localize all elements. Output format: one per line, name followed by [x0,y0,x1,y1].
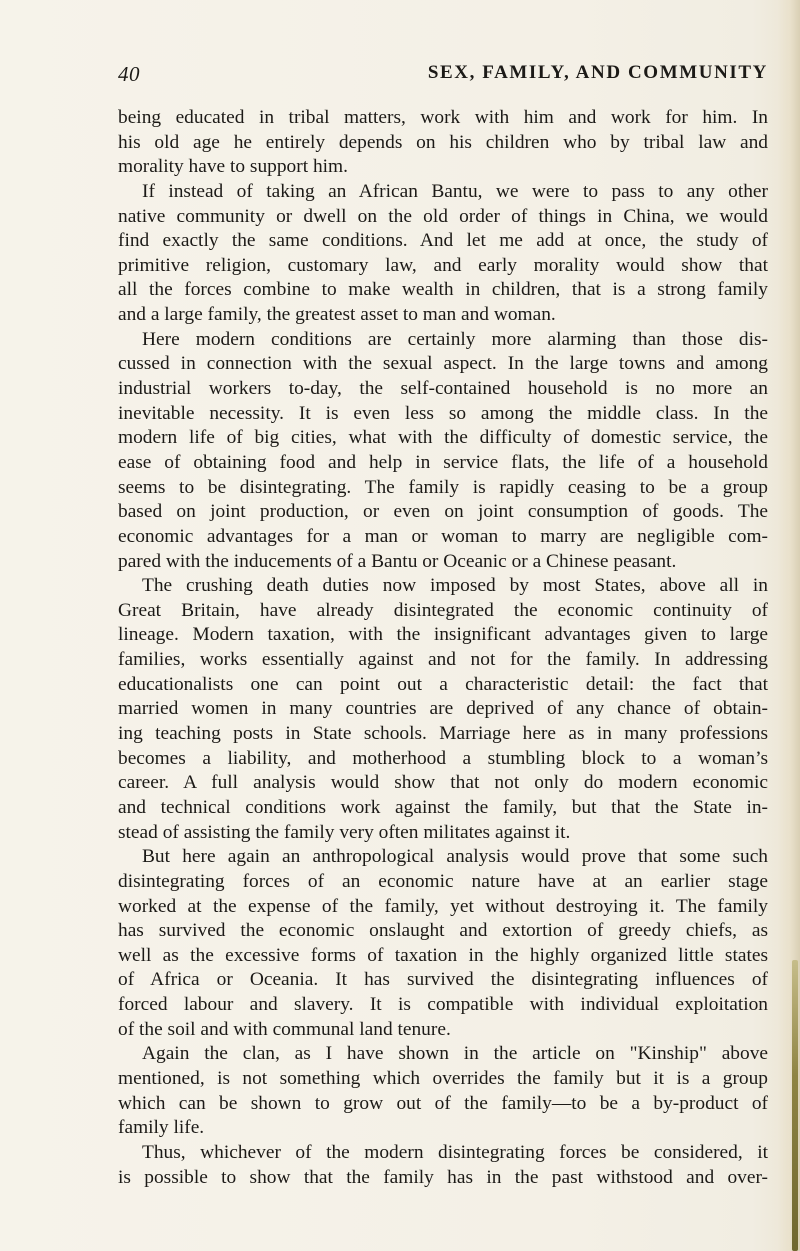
text-line: which can be shown to grow out of the family—to be a by-product of [118,1092,768,1114]
body-text [118,106,768,1190]
text-line: morality have to support him. [118,156,348,178]
page-header [118,62,768,96]
text-line: career. A full analysis would show that not only do modern economic [118,772,768,794]
text-line: ease of obtaining food and help in service flats, the life of a household [118,451,768,473]
page-edge-mark [792,960,798,1251]
text-line: Again the clan, as I have shown in the article on "Kinship" above [142,1043,768,1065]
text-line: all the forces combine to make wealth in children, that is a strong family [118,279,768,301]
text-line: modern life of big cities, what with the difficulty of domestic service, the [118,427,768,449]
text-line: stead of assisting the family very often militates against it. [118,821,571,843]
text-line: well as the excessive forms of taxation in the highly organized little states [118,944,768,966]
text-line: Here modern conditions are certainly more alarming than those dis- [142,328,768,350]
text-line: family life. [118,1117,205,1139]
text-line: married women in many countries are deprived of any chance of obtain- [118,698,768,720]
page-number: 40 [118,62,140,86]
text-line: becomes a liability, and motherhood a stumbling block to a woman’s [118,747,768,769]
text-line: economic advantages for a man or woman to marry are negligible com- [118,525,768,547]
text-line: his old age he entirely depends on his children who by tribal law and [118,131,768,153]
text-line: inevitable necessity. It is even less so among the middle class. In the [118,402,768,424]
text-line: cussed in connection with the sexual aspect. In the large towns and among [118,353,768,375]
text-line: ing teaching posts in State schools. Marriage here as in many professions [118,723,768,745]
text-line: lineage. Modern taxation, with the insignificant advantages given to large [118,624,768,646]
text-line: is possible to show that the family has in the past withstood and over- [118,1166,768,1188]
text-line: has survived the economic onslaught and extortion of greedy chiefs, as [118,920,768,942]
text-line: seems to be disintegrating. The family is rapidly ceasing to be a group [118,476,768,498]
text-line: of the soil and with communal land tenure. [118,1018,451,1040]
text-line: families, works essentially against and not for the family. In addressing [118,649,768,671]
text-line: disintegrating forces of an economic nature have at an earlier stage [118,870,768,892]
text-line: industrial workers to-day, the self-contained household is no more an [118,378,768,400]
text-line: primitive religion, customary law, and early morality would show that [118,254,768,276]
text-line: The crushing death duties now imposed by most States, above all in [142,575,768,597]
text-line: educationalists one can point out a characteristic detail: the fact that [118,673,768,695]
text-line: and a large family, the greatest asset to man and woman. [118,304,556,326]
text-line: and technical conditions work against the family, but that the State in- [118,796,768,818]
text-line: worked at the expense of the family, yet without destroying it. The family [118,895,768,917]
text-line: mentioned, is not something which overrides the family but it is a group [118,1067,768,1089]
text-line: Great Britain, have already disintegrated the economic continuity of [118,599,768,621]
text-line: being educated in tribal matters, work with him and work for him. In [118,107,768,128]
text-line: native community or dwell on the old order of things in China, we would [118,205,768,227]
text-line: If instead of taking an African Bantu, we were to pass to any other [142,180,768,202]
text-line: find exactly the same conditions. And let me add at once, the study of [118,230,768,252]
text-line: pared with the inducements of a Bantu or Oceanic or a Chinese peasant. [118,550,677,572]
text-line: of Africa or Oceania. It has survived the disintegrating influences of [118,969,768,991]
text-line: Thus, whichever of the modern disintegrating forces be considered, it [142,1141,768,1163]
text-line: But here again an anthropological analysis would prove that some such [142,846,768,868]
running-title: SEX, FAMILY, AND COMMUNITY [427,62,768,83]
text-line: forced labour and slavery. It is compatible with individual exploitation [118,994,768,1016]
text-line: based on joint production, or even on joint consumption of goods. The [118,501,768,523]
